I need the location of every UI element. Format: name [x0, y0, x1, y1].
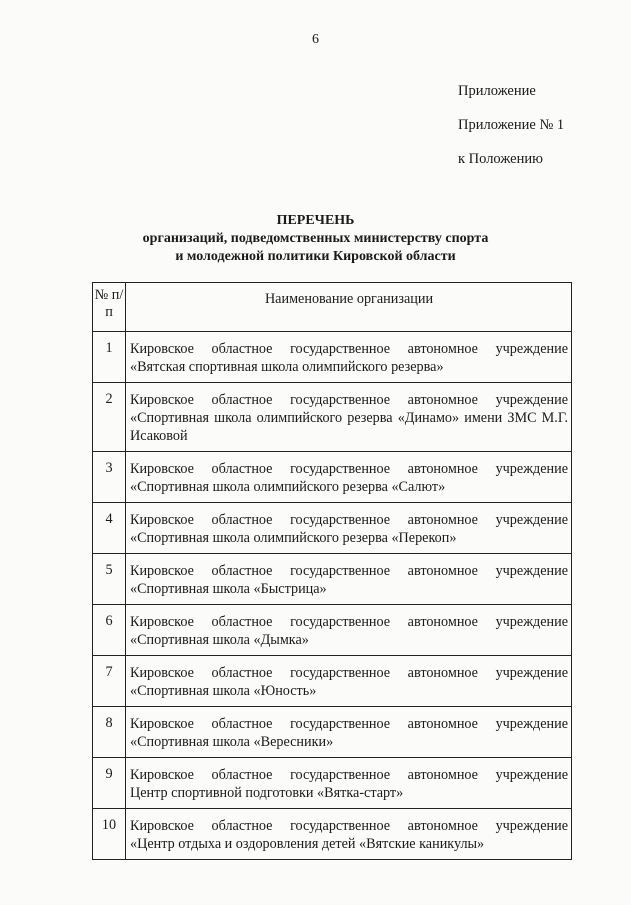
organization-name — [126, 656, 572, 707]
annex-label: Приложение — [458, 83, 536, 99]
org-title: «Спортивная школа «Дымка» — [130, 632, 309, 648]
org-type: Кировское областное государственное автономное учреждение — [130, 665, 568, 681]
organization-name — [126, 554, 572, 605]
header-organization-name: Наименование организации — [126, 283, 572, 332]
annex-number: Приложение № 1 — [458, 117, 565, 133]
table-row — [93, 452, 572, 503]
org-type: Кировское областное государственное автономное учреждение — [130, 818, 568, 834]
org-title: «Спортивная школа «Быстрица» — [130, 581, 327, 597]
organization-name — [126, 452, 572, 503]
organizations-table — [92, 282, 572, 860]
org-type: Кировское областное государственное автономное учреждение — [130, 767, 568, 783]
org-type: Кировское областное государственное автономное учреждение — [130, 614, 568, 630]
organization-name — [126, 707, 572, 758]
org-type: Кировское областное государственное автономное учреждение — [130, 512, 568, 528]
organization-name — [126, 383, 572, 452]
org-title: «Спортивная школа «Юность» — [130, 683, 317, 699]
row-number: 8 — [93, 707, 126, 758]
organization-name — [126, 332, 572, 383]
table-row — [93, 554, 572, 605]
org-type: Кировское областное государственное автономное учреждение — [130, 563, 568, 579]
table-row — [93, 605, 572, 656]
organization-name — [126, 605, 572, 656]
organization-name — [126, 758, 572, 809]
org-title: «Вятская спортивная школа олимпийского резерва» — [130, 359, 444, 375]
table-row — [93, 707, 572, 758]
table-row — [93, 332, 572, 383]
title-heading: ПЕРЕЧЕНЬ — [276, 213, 355, 228]
org-type: Кировское областное государственное автономное учреждение — [130, 341, 568, 357]
org-title: «Спортивная школа «Вересники» — [130, 734, 334, 750]
row-number: 4 — [93, 503, 126, 554]
table-row — [93, 383, 572, 452]
org-title: «Спортивная школа олимпийского резерва «Салют» — [130, 479, 446, 495]
org-type: Кировское областное государственное автономное учреждение — [130, 716, 568, 732]
row-number: 2 — [93, 383, 126, 452]
org-title: «Спортивная школа олимпийского резерва «Динамо» имени ЗМС М.Г. Исаковой — [130, 410, 568, 444]
annex-reference: к Положению — [458, 151, 543, 167]
table-body — [93, 332, 572, 860]
table-row — [93, 656, 572, 707]
document-title — [0, 212, 631, 266]
org-type: Кировское областное государственное автономное учреждение — [130, 392, 568, 408]
row-number: 6 — [93, 605, 126, 656]
table-row — [93, 503, 572, 554]
table-row — [93, 758, 572, 809]
row-number: 10 — [93, 809, 126, 860]
table-header-row — [93, 283, 572, 332]
organization-name — [126, 809, 572, 860]
title-subheading-1: организаций, подведомственных министерству спорта — [142, 231, 489, 246]
org-title: «Центр отдыха и оздоровления детей «Вятские каникулы» — [130, 836, 485, 852]
row-number: 9 — [93, 758, 126, 809]
page-number: 6 — [312, 32, 319, 47]
org-title: «Спортивная школа олимпийского резерва «Перекоп» — [130, 530, 457, 546]
row-number: 1 — [93, 332, 126, 383]
row-number: 3 — [93, 452, 126, 503]
organization-name — [126, 503, 572, 554]
title-subheading-2: и молодежной политики Кировской области — [175, 249, 456, 264]
table-row — [93, 809, 572, 860]
row-number: 5 — [93, 554, 126, 605]
org-type: Кировское областное государственное автономное учреждение — [130, 461, 568, 477]
header-number: № п/п — [93, 283, 126, 332]
org-title: Центр спортивной подготовки «Вятка-старт» — [130, 785, 404, 801]
row-number: 7 — [93, 656, 126, 707]
